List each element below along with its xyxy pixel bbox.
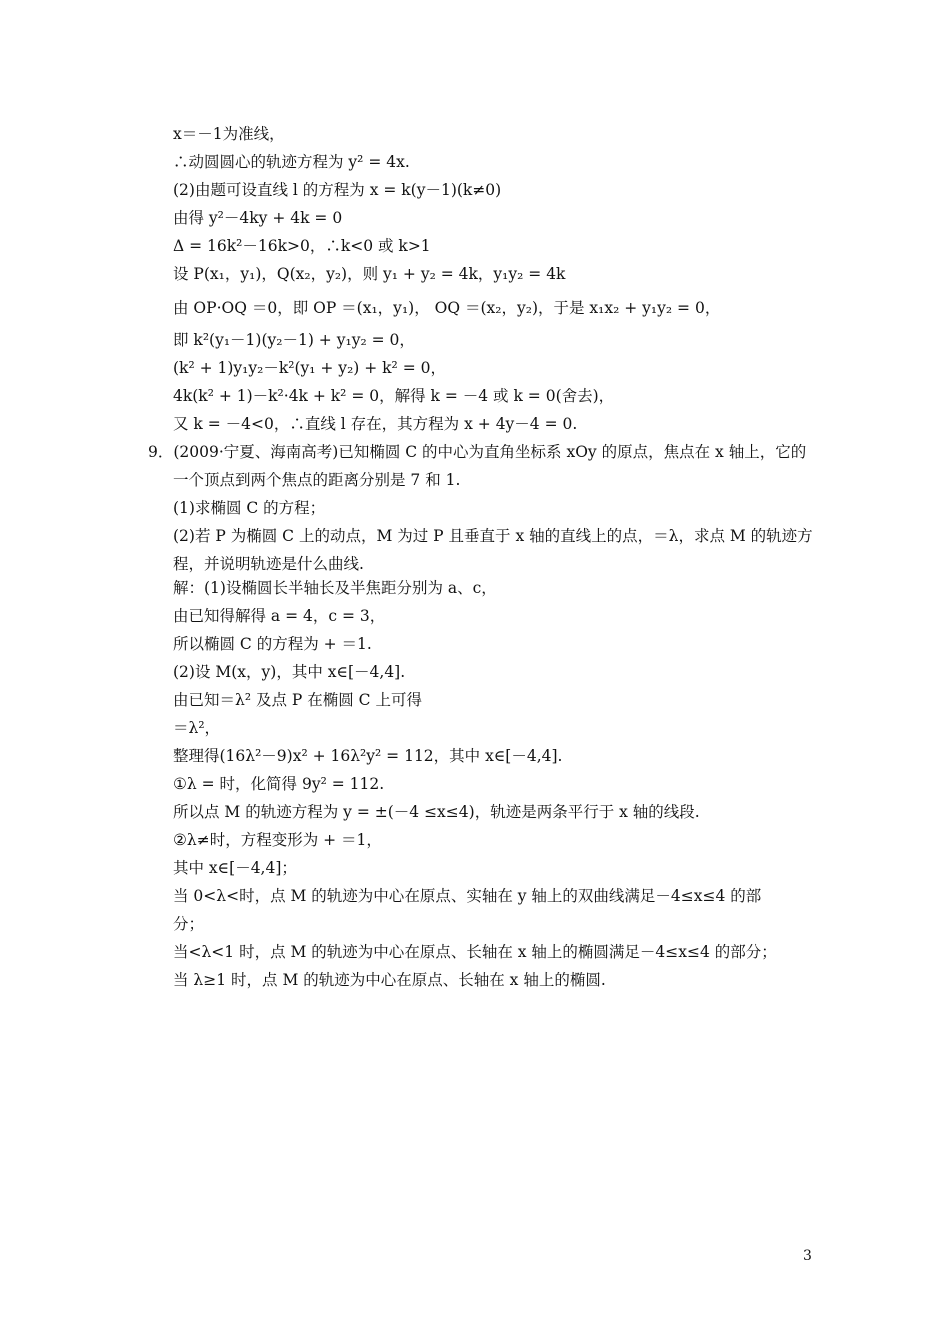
problem-heading: 9．(2009·宁夏、海南高考)已知椭圆 C 的中心为直角坐标系 xOy 的原点，焦点在 x 轴上，它的 (148, 443, 807, 461)
text-line: 当<λ<1 时，点 M 的轨迹为中心在原点、长轴在 x 轴上的椭圆满足－4≤x≤4 的部分； (173, 943, 777, 961)
text-line: (2)若 P 为椭圆 C 上的动点，M 为过 P 且垂直于 x 轴的直线上的点，＝λ，求点 M 的轨迹方 (173, 527, 813, 545)
text-line: 所以椭圆 C 的方程为 + ＝1. (173, 635, 372, 653)
text-line: 即 k²(y₁－1)(y₂－1) + y₁y₂ = 0， (173, 331, 415, 349)
text-line: 4k(k² + 1)－k²·4k + k² = 0，解得 k = －4 或 k = 0(舍去)， (173, 387, 615, 405)
text-line: ①λ = 时，化简得 9y² = 112. (173, 775, 385, 793)
text-line: 当 0<λ<时，点 M 的轨迹为中心在原点、实轴在 y 轴上的双曲线满足－4≤x≤4 的部 (173, 887, 762, 905)
text-line: 整理得(16λ²－9)x² + 16λ²y² = 112，其中 x∈[－4,4]. (173, 747, 563, 765)
text-line: 一个顶点到两个焦点的距离分别是 7 和 1. (173, 471, 461, 489)
text-line: x＝－1为准线， (173, 125, 285, 143)
text-line: (2)设 M(x，y)，其中 x∈[－4,4]. (173, 663, 406, 681)
text-line: ∴动圆圆心的轨迹方程为 y² = 4x. (173, 153, 410, 171)
text-line: 由得 y²－4ky + 4k = 0 (173, 209, 343, 227)
text-line: 所以点 M 的轨迹方程为 y = ±(－4 ≤x≤4)，轨迹是两条平行于 x 轴的线段. (173, 803, 700, 821)
text-line: 由已知得解得 a = 4，c = 3， (173, 607, 386, 625)
text-line: 又 k = －4<0，∴直线 l 存在，其方程为 x + 4y－4 = 0. (173, 415, 578, 433)
text-line: 由 OP·OQ ＝0，即 OP ＝(x₁，y₁)， OQ ＝(x₂，y₂)，于是 x₁x₂ + y₁y₂ = 0， (173, 299, 721, 317)
text-line: Δ = 16k²－16k>0，∴k<0 或 k>1 (173, 237, 431, 255)
page-number: 3 (803, 1248, 812, 1264)
text-line: (1)求椭圆 C 的方程； (173, 499, 326, 517)
text-line: 分； (173, 915, 205, 933)
text-line: ＝λ²， (173, 719, 221, 737)
text-line: (k² + 1)y₁y₂－k²(y₁ + y₂) + k² = 0， (173, 359, 446, 377)
text-line: 设 P(x₁，y₁)，Q(x₂，y₂)，则 y₁ + y₂ = 4k，y₁y₂ = 4k (173, 265, 566, 283)
text-line: 由已知＝λ² 及点 P 在椭圆 C 上可得 (173, 691, 422, 709)
text-line: ②λ≠时，方程变形为 + ＝1， (173, 831, 382, 849)
text-line: 程，并说明轨迹是什么曲线. (173, 555, 364, 573)
text-line: (2)由题可设直线 l 的方程为 x = k(y－1)(k≠0) (173, 181, 502, 199)
text-line: 当 λ≥1 时，点 M 的轨迹为中心在原点、长轴在 x 轴上的椭圆. (173, 971, 606, 989)
text-line: 其中 x∈[－4,4]； (173, 859, 297, 877)
solution-line: 解：(1)设椭圆长半轴长及半焦距分别为 a、c， (173, 579, 497, 597)
